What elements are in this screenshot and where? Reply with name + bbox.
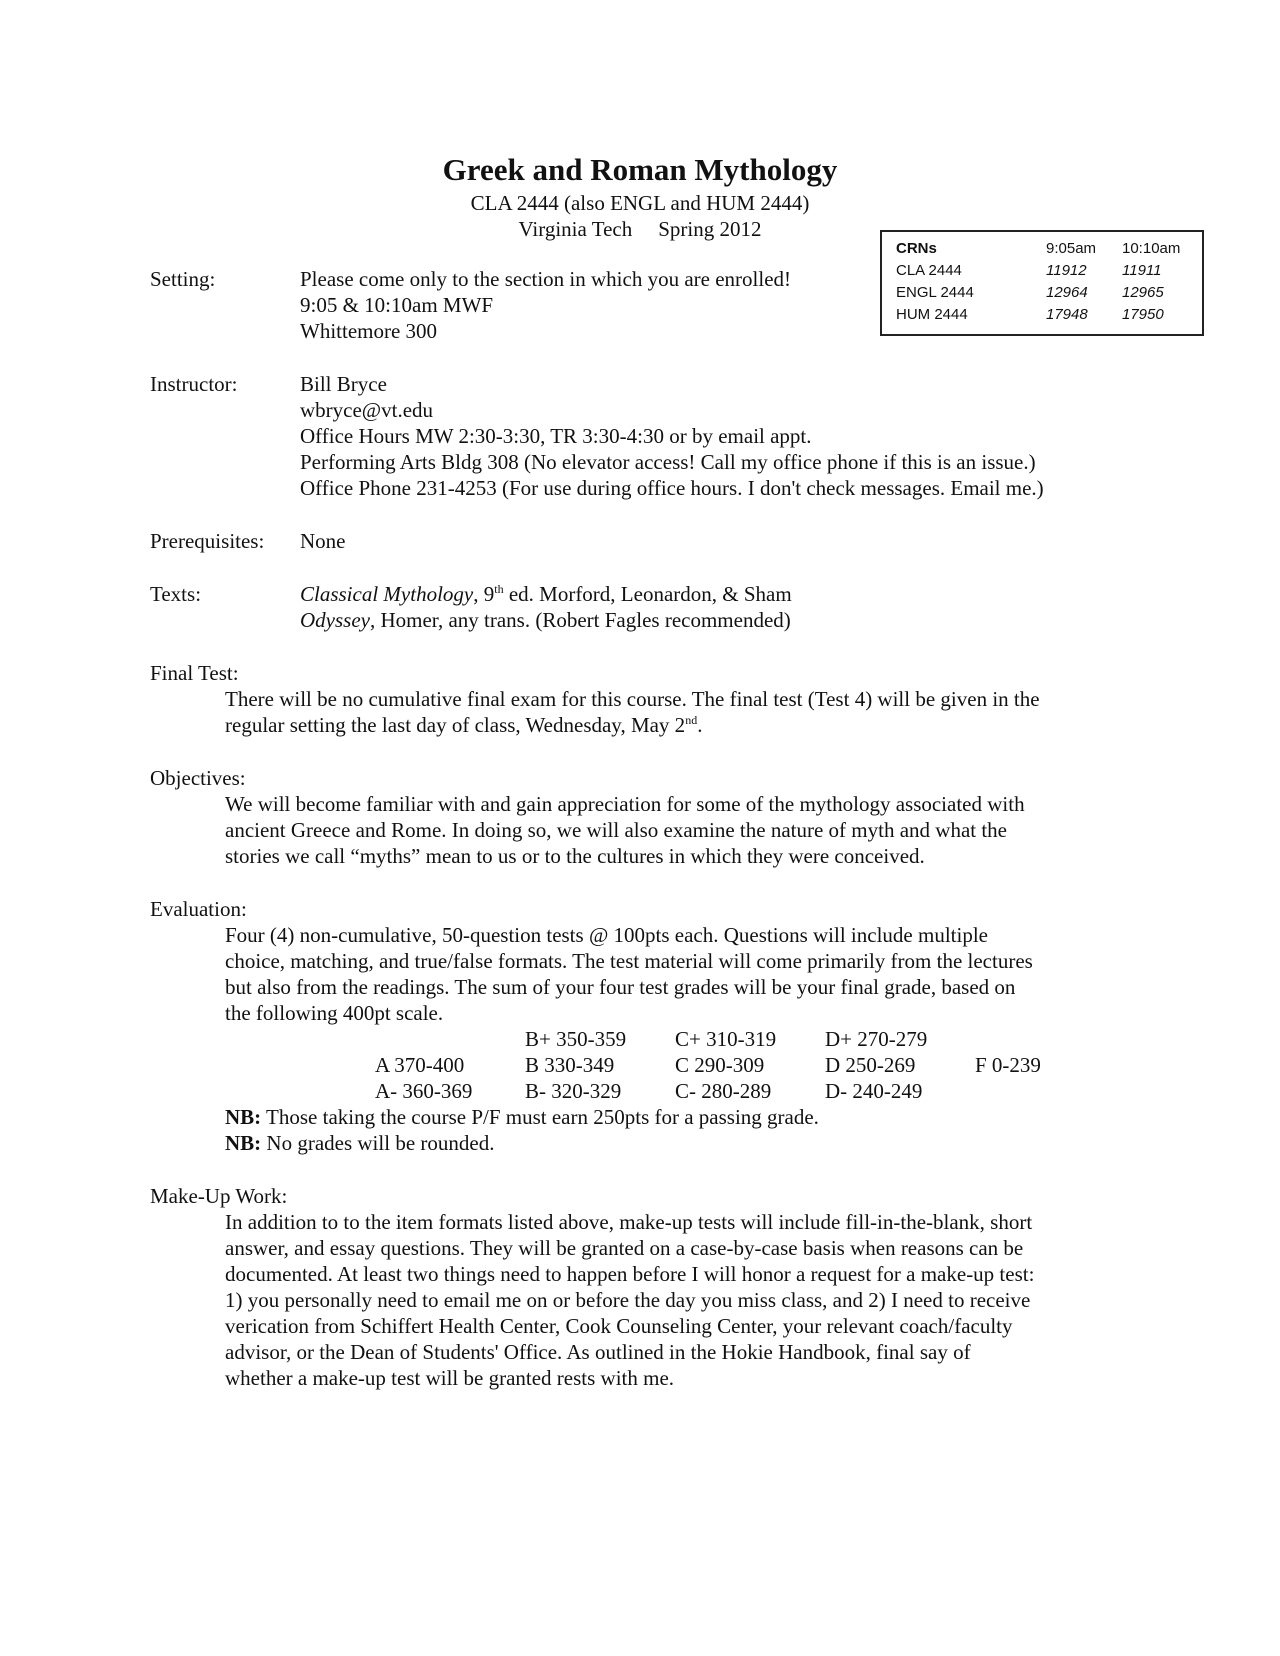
crn-value: 11912 <box>1046 262 1087 279</box>
grade-cell: C- 280-289 <box>675 1079 772 1103</box>
makeup-body <box>225 1209 1135 1391</box>
book-1-edition-sup: th <box>494 582 504 596</box>
nb-text: Those taking the course P/F must earn 250pts for a passing grade. <box>261 1105 819 1129</box>
office-location: Performing Arts Bldg 308 (No elevator access! Call my office phone if this is an issue.) <box>300 450 1036 474</box>
grade-cell: B 330-349 <box>525 1053 615 1077</box>
grade-cell: C 290-309 <box>675 1053 765 1077</box>
objectives-line: We will become familiar with and gain appreciation for some of the mythology associated with <box>225 792 1025 816</box>
nb-pass-fail <box>225 1104 1125 1130</box>
text-book-1 <box>300 581 1140 607</box>
crn-value: 11911 <box>1122 262 1162 279</box>
crn-value: 17948 <box>1046 306 1088 323</box>
makeup-line: advisor, or the Dean of Students' Office. As outlined in the Hokie Handbook, final say of <box>225 1340 971 1364</box>
grade-row-plus <box>225 1026 1125 1052</box>
grade-cell: A 370-400 <box>375 1053 465 1077</box>
final-test-line: There will be no cumulative final exam for this course. The final test (Test 4) will be given in the <box>225 687 1040 711</box>
setting-field <box>150 266 1140 344</box>
office-phone: Office Phone 231-4253 (For use during office hours. I don't check messages. Email me.) <box>300 476 1044 500</box>
final-test-line <box>225 712 1135 738</box>
term: Spring 2012 <box>658 217 762 241</box>
crn-value: 12964 <box>1046 284 1088 301</box>
grade-cell: B+ 350-359 <box>525 1027 627 1051</box>
makeup-line: verication from Schiffert Health Center, Cook Counseling Center, your relevant coach/faculty <box>225 1314 1013 1338</box>
final-test-end: . <box>697 713 703 737</box>
objectives-body <box>225 791 1135 869</box>
final-test-text: regular setting the last day of class, Wednesday, May 2 <box>225 713 686 737</box>
grade-cell: D+ 270-279 <box>825 1027 928 1051</box>
crn-header-row <box>896 238 1202 260</box>
grade-cell: C+ 310-319 <box>675 1027 777 1051</box>
book-2-details: , Homer, any trans. (Robert Fagles recommended) <box>369 608 791 632</box>
instructor-email[interactable]: wbryce@vt.edu <box>300 398 434 422</box>
texts-field <box>150 581 1140 633</box>
nb-label: NB: <box>225 1131 262 1155</box>
objectives-line: ancient Greece and Rome. In doing so, we will also examine the nature of myth and what the <box>225 818 1008 842</box>
texts-label: Texts: <box>150 582 202 606</box>
makeup-line: answer, and essay questions. They will be granted on a case-by-case basis when reasons can be <box>225 1236 1024 1260</box>
grade-cell <box>975 1026 1125 1052</box>
evaluation-line: Four (4) non-cumulative, 50-question tests @ 100pts each. Questions will include multiple <box>225 923 988 947</box>
prerequisites-field <box>150 528 1140 554</box>
document-header <box>0 150 1280 242</box>
nb-rounding <box>225 1130 1125 1156</box>
prerequisites-value: None <box>300 529 346 553</box>
grade-row-minus <box>225 1078 1125 1104</box>
grade-scale-table <box>225 1026 1125 1156</box>
instructor-label: Instructor: <box>150 372 238 396</box>
setting-line: 9:05 & 10:10am MWF <box>300 293 494 317</box>
evaluation-line: the following 400pt scale. <box>225 1001 444 1025</box>
evaluation-line: but also from the readings. The sum of your four test grades will be your final grade, based on <box>225 975 1016 999</box>
grade-row-base <box>225 1052 1125 1078</box>
evaluation-body <box>225 922 1135 1026</box>
grade-cell <box>975 1078 1125 1104</box>
grade-cell: A- 360-369 <box>375 1079 473 1103</box>
grade-cell: D 250-269 <box>825 1053 916 1077</box>
office-hours: Office Hours MW 2:30-3:30, TR 3:30-4:30 or by email appt. <box>300 424 812 448</box>
makeup-heading: Make-Up Work: <box>150 1184 288 1208</box>
book-1-title: Classical Mythology <box>300 582 474 606</box>
crn-value: 17950 <box>1122 306 1164 323</box>
grade-cell: D- 240-249 <box>825 1079 923 1103</box>
makeup-line: In addition to to the item formats listed above, make-up tests will include fill-in-the-blank, short <box>225 1210 1033 1234</box>
course-codes: CLA 2444 (also ENGL and HUM 2444) <box>470 191 810 215</box>
instructor-name: Bill Bryce <box>300 372 387 396</box>
setting-label: Setting: <box>150 267 216 291</box>
final-test-heading: Final Test: <box>150 661 239 685</box>
instructor-field <box>150 371 1140 501</box>
evaluation-line: choice, matching, and true/false formats. The test material will come primarily from the lectures <box>225 949 1033 973</box>
crn-header-1010: 10:10am <box>1122 240 1181 257</box>
crn-course: CLA 2444 <box>896 262 962 279</box>
book-1-edition: , 9 <box>473 582 495 606</box>
objectives-line: stories we call “myths” mean to us or to the cultures in which they were conceived. <box>225 844 925 868</box>
evaluation-heading: Evaluation: <box>150 897 247 921</box>
crn-header-905: 9:05am <box>1046 240 1097 257</box>
nb-text: No grades will be rounded. <box>261 1131 495 1155</box>
book-2-title: Odyssey <box>300 608 370 632</box>
final-test-body <box>225 686 1135 738</box>
crn-course: ENGL 2444 <box>896 284 974 301</box>
grade-cell: B- 320-329 <box>525 1079 622 1103</box>
school-name: Virginia Tech <box>518 217 633 241</box>
text-book-2 <box>300 607 1140 633</box>
crn-header-label: CRNs <box>896 240 937 257</box>
final-test-sup: nd <box>685 713 698 727</box>
prerequisites-label: Prerequisites: <box>150 529 265 553</box>
setting-line: Whittemore 300 <box>300 319 438 343</box>
document-title: Greek and Roman Mythology <box>442 152 838 187</box>
crn-value: 12965 <box>1122 284 1164 301</box>
grade-cell: F 0-239 <box>975 1053 1041 1077</box>
makeup-line: documented. At least two things need to happen before I will honor a request for a make-up test: <box>225 1262 1035 1286</box>
objectives-heading: Objectives: <box>150 766 246 790</box>
book-1-authors: ed. Morford, Leonardon, & Sham <box>503 582 792 606</box>
nb-label: NB: <box>225 1105 262 1129</box>
makeup-line: whether a make-up test will be granted rests with me. <box>225 1366 675 1390</box>
makeup-line: 1) you personally need to email me on or before the day you miss class, and 2) I need to receive <box>225 1288 1031 1312</box>
grade-cell <box>375 1026 525 1052</box>
setting-line: Please come only to the section in which you are enrolled! <box>300 267 792 291</box>
crn-course: HUM 2444 <box>896 306 968 323</box>
